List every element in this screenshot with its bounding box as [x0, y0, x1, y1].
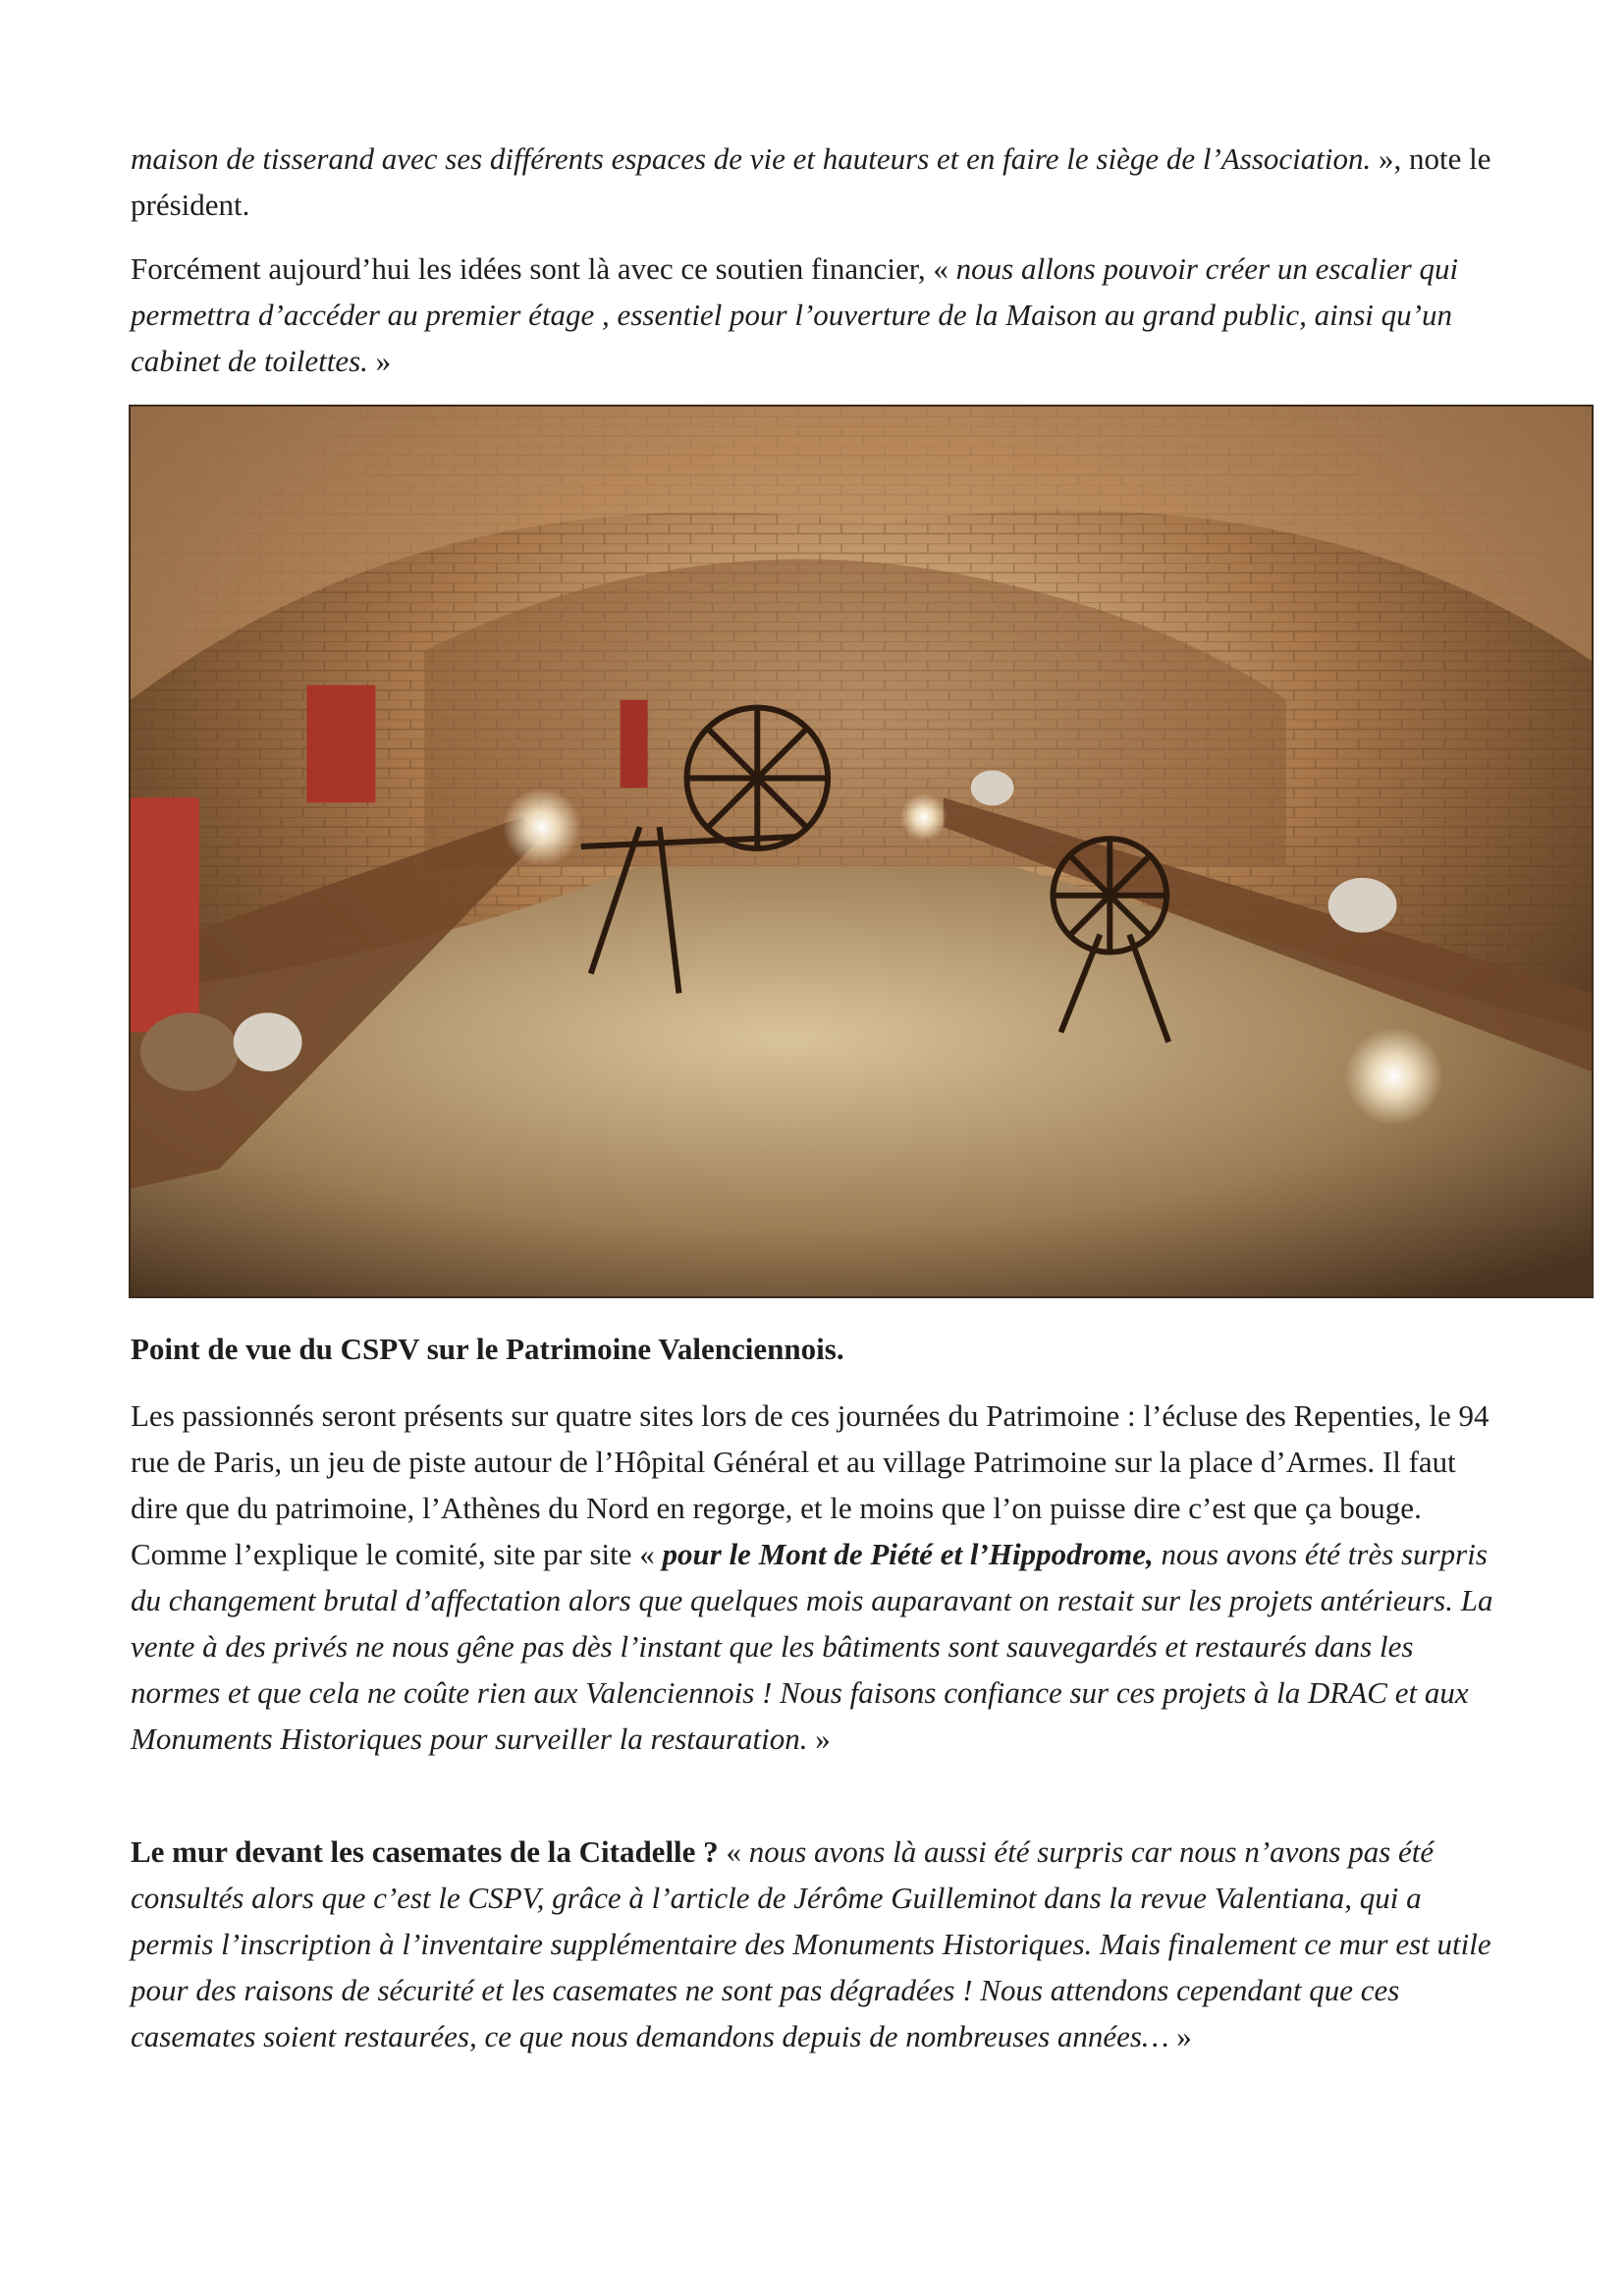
- question-bold: Le mur devant les casemates de la Citadelle ?: [131, 1834, 719, 1869]
- floor-light-right: [1345, 1027, 1443, 1125]
- section-heading: Point de vue du CSPV sur le Patrimoine Valenciennois.: [131, 1332, 844, 1366]
- paragraph-funding: [131, 246, 1505, 384]
- paragraph-text: [131, 1393, 1505, 1762]
- jar-left: [140, 1012, 239, 1091]
- quote-close: »: [1168, 2019, 1192, 2053]
- quote-italic: nous allons pouvoir créer un escalier qui permettra d’accéder au premier étage , essentiel pour l’ouverture de la Maison au grand public, ainsi qu’un cabinet de toilettes.: [131, 251, 1459, 378]
- quote-close: »: [367, 344, 392, 378]
- paragraph-sites: [131, 1393, 1505, 1762]
- quote-open: «: [718, 1834, 749, 1869]
- paragraph-text: [131, 246, 1505, 384]
- cellar-photo: [129, 405, 1594, 1298]
- floor-light-left: [503, 788, 581, 866]
- paragraph-text: [131, 1829, 1505, 2059]
- lead-text: Forcément aujourd’hui les idées sont là avec ce soutien financier, «: [131, 251, 956, 286]
- quote-italic: nous avons là aussi été surpris car nous n’avons pas été consultés alors que c’est le CSPV, grâce à l’article de Jérôme Guilleminot dans la revue Valentiana, qui a permis l’inscription à l’inventaire supplémentaire des Monuments Historiques. Mais finalement ce mur est utile pour des raisons de sécurité et les casemates ne sont pas dégradées ! Nous attendons cependant que ces casemates soient restaurées, ce que nous demandons depuis de nombreuses années…: [131, 1834, 1491, 2053]
- quote-italic: maison de tisserand avec ses différents espaces de vie et hauteurs et en faire le siège de l’Association.: [131, 141, 1372, 176]
- pitcher-back: [971, 770, 1014, 805]
- section-heading-block: [131, 1326, 1505, 1372]
- floor-light-back: [900, 793, 947, 841]
- cellar-illustration: [131, 407, 1592, 1296]
- paragraph-text: [131, 136, 1505, 228]
- pitcher-left: [234, 1012, 302, 1071]
- quote-attribution: », note le président.: [131, 141, 1491, 222]
- emphasis-bold-italic: pour le Mont de Piété et l’Hippodrome,: [662, 1537, 1154, 1571]
- red-cloth-wall: [307, 685, 376, 802]
- quote-italic: nous avons été très surpris du changement brutal d’affectation alors que quelques mois auparavant on restait sur les projets antérieurs. La vente à des privés ne nous gêne pas dès l’instant que les bâtiments sont sauvegardés et restaurés dans les normes et que cela ne coûte rien aux Valenciennois ! Nous faisons confiance sur ces projets à la DRAC et aux Monuments Historiques pour surveiller la restauration.: [131, 1537, 1493, 1756]
- red-cloth-back: [621, 700, 648, 789]
- red-cloth-left: [131, 797, 199, 1032]
- paragraph-citadelle: [131, 1829, 1505, 2059]
- quote-close: »: [807, 1722, 831, 1756]
- paragraph-quote-end: [131, 136, 1505, 228]
- lead-text: Les passionnés seront présents sur quatre sites lors de ces journées du Patrimoine : l’écluse des Repenties, le 94 rue de Paris, un jeu de piste autour de l’Hôpital Général et au village Patrimoine sur la place d’Armes. Il faut dire que du patrimoine, l’Athènes du Nord en regorge, et le moins que l’on puisse dire c’est que ça bouge. Comme l’explique le comité, site par site «: [131, 1398, 1489, 1571]
- pitcher-right: [1328, 878, 1397, 933]
